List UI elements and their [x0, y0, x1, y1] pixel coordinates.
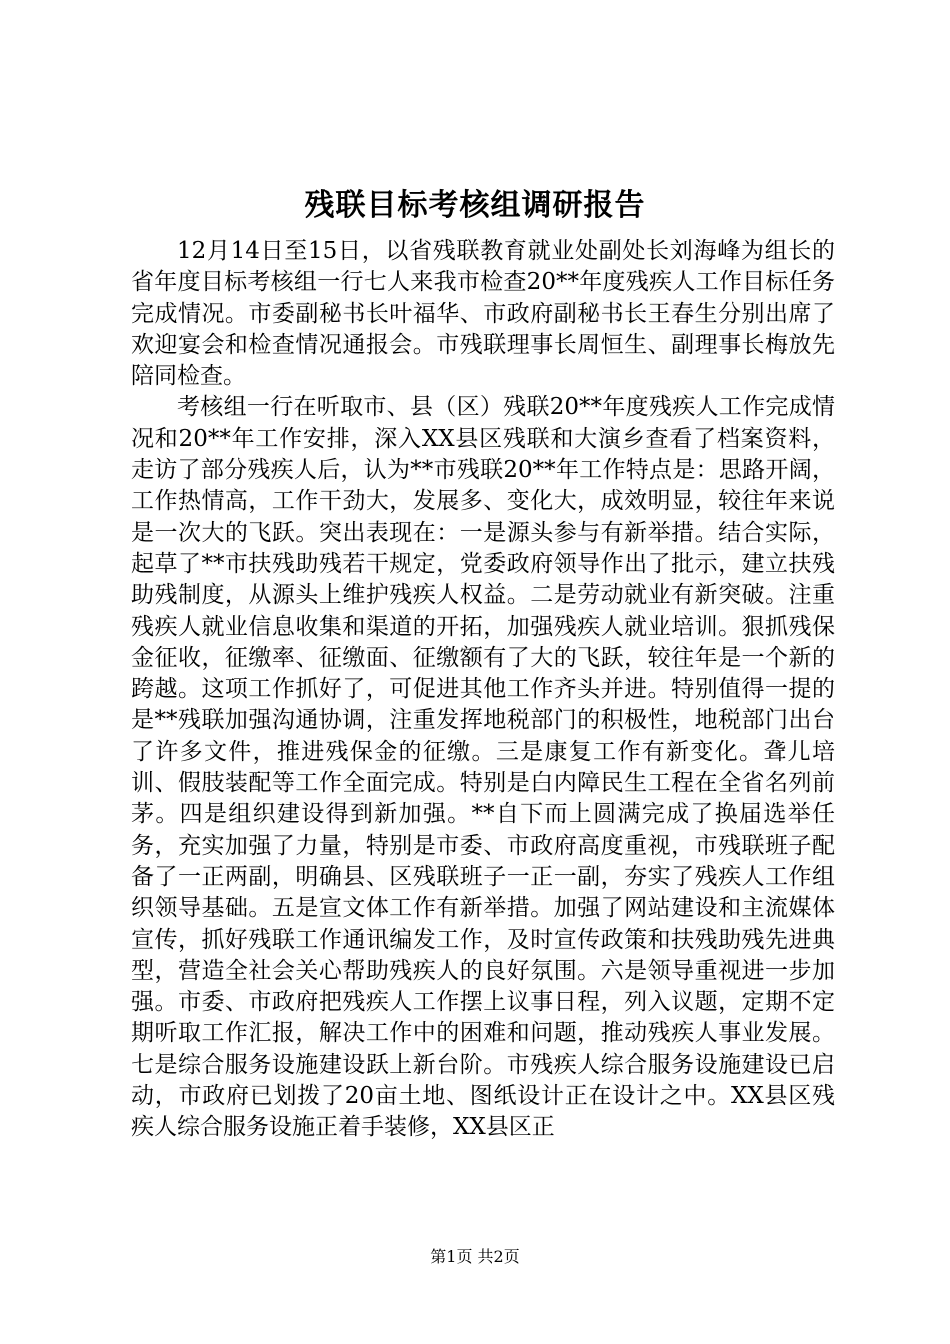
document-body — [131, 236, 835, 1144]
paragraph-intro: 12月14日至15日，以省残联教育就业处副处长刘海峰为组长的省年度目标考核组一行七人来我市检查20**年度残疾人工作目标任务完成情况。市委副秘书长叶福华、市政府副秘书长王春生分别出席了欢迎宴会和检查情况通报会。市残联理事长周恒生、副理事长梅放先陪同检查。 — [131, 238, 835, 390]
page-footer: 第1页 共2页 — [430, 1247, 520, 1266]
paragraph-findings: 考核组一行在听取市、县（区）残联20**年度残疾人工作完成情况和20**年工作安排，深入XX县区残联和大演乡查看了档案资料，走访了部分残疾人后，认为**市残联20**年工作特点是：思路开阔，工作热情高，工作干劲大，发展多、变化大，成效明显，较往年来说是一次大的飞跃。突出表现在：一是源头参与有新举措。结合实际，起草了**市扶残助残若干规定，党委政府领导作出了批示，建立扶残助残制度，从源头上维护残疾人权益。二是劳动就业有新突破。注重残疾人就业信息收集和渠道的开拓，加强残疾人就业培训。狠抓残保金征收，征缴率、征缴面、征缴额有了大的飞跃，较往年是一个新的跨越。这项工作抓好了，可促进其他工作齐头并进。特别值得一提的是**残联加强沟通协调，注重发挥地税部门的积极性，地税部门出台了许多文件，推进残保金的征缴。三是康复工作有新变化。聋儿培训、假肢装配等工作全面完成。特别是白内障民生工程在全省名列前茅。四是组织建设得到新加强。**自下而上圆满完成了换届选举任务，充实加强了力量，特别是市委、市政府高度重视，市残联班子配备了一正两副，明确县、区残联班子一正一副，夯实了残疾人工作组织领导基础。五是宣文体工作有新举措。加强了网站建设和主流媒体宣传，抓好残联工作通讯编发工作，及时宣传政策和扶残助残先进典型，营造全社会关心帮助残疾人的良好氛围。六是领导重视进一步加强。市委、市政府把残疾人工作摆上议事日程，列入议题，定期不定期听取工作汇报，解决工作中的困难和问题，推动残疾人事业发展。七是综合服务设施建设跃上新台阶。市残疾人综合服务设施建设已启动，市政府已划拨了20亩土地、图纸设计正在设计之中。XX县区残疾人综合服务设施正着手装修，XX县区正 — [131, 394, 835, 1141]
document-title: 残联目标考核组调研报告 — [304, 188, 646, 223]
